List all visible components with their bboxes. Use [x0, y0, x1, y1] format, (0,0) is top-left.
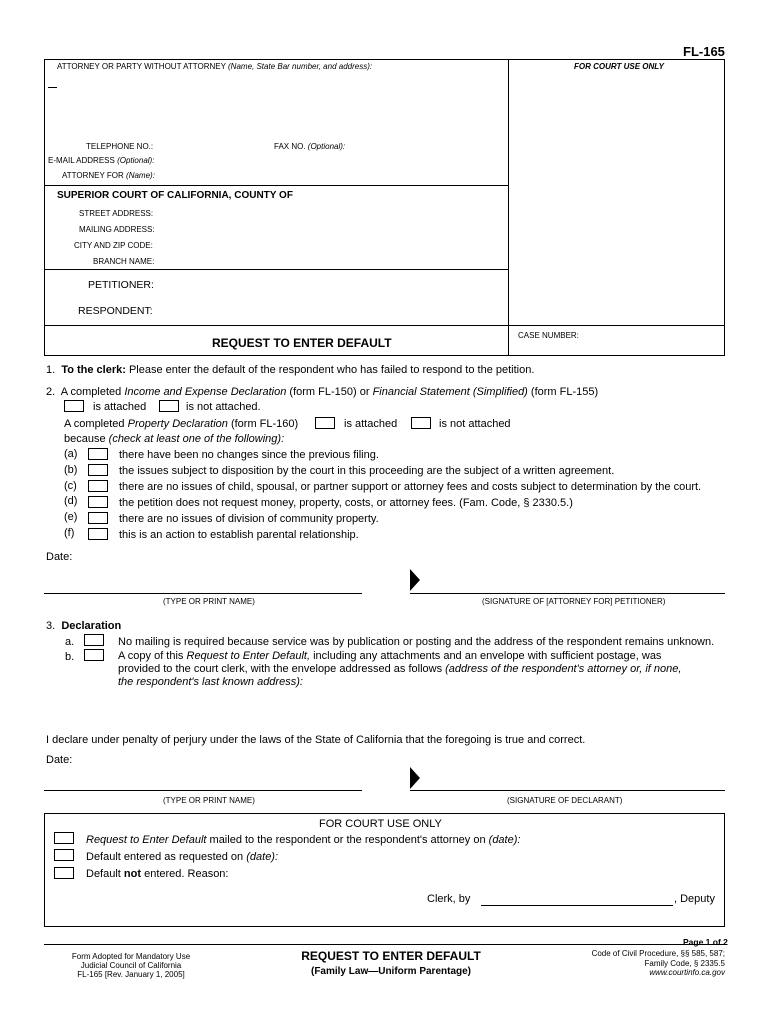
signature-line: [410, 790, 725, 791]
default-not-entered-checkbox[interactable]: [54, 867, 74, 879]
property-attached-label: is attached: [344, 418, 398, 430]
ied-not-attached-label: is not attached.: [186, 401, 261, 413]
footer-left: Form Adopted for Mandatory Use Judicial Council of California FL-165 [Rev. January 1, 2005]: [71, 952, 191, 979]
form-id: FL-165: [683, 44, 725, 59]
email-label: E-MAIL ADDRESS (Optional):: [48, 156, 155, 165]
attorney-for-label: ATTORNEY FOR (Name):: [62, 171, 155, 180]
court-line2: Default entered as requested on (date):: [86, 851, 279, 863]
mailed-checkbox[interactable]: [54, 832, 74, 844]
fax-label: FAX NO. (Optional):: [274, 142, 346, 151]
divider-court-section: [44, 185, 509, 186]
reason-e-checkbox[interactable]: [88, 512, 108, 524]
header-divider-vertical: [508, 59, 509, 356]
type-name-caption: (TYPE OR PRINT NAME): [163, 796, 255, 805]
type-name-caption: (TYPE OR PRINT NAME): [163, 597, 255, 606]
signature-caption: (SIGNATURE OF [ATTORNEY FOR] PETITIONER): [482, 597, 666, 606]
signature-caption: (SIGNATURE OF DECLARANT): [507, 796, 623, 805]
property-not-attached-label: is not attached: [439, 418, 511, 430]
reason-b-checkbox[interactable]: [88, 464, 108, 476]
city-zip-label: CITY AND ZIP CODE:: [74, 241, 153, 250]
name-line: [44, 593, 362, 594]
divider-parties: [44, 269, 509, 270]
property-not-attached-checkbox[interactable]: [411, 417, 431, 429]
mailing-address-label: MAILING ADDRESS:: [79, 225, 155, 234]
item3a-letter: a.: [65, 636, 75, 648]
default-entered-checkbox[interactable]: [54, 849, 74, 861]
date-label: Date:: [46, 754, 73, 766]
property-attached-checkbox[interactable]: [315, 417, 335, 429]
copy-mailed-checkbox[interactable]: [84, 649, 104, 661]
reason-text: this is an action to establish parental relationship.: [119, 529, 359, 541]
no-mailing-checkbox[interactable]: [84, 634, 104, 646]
reason-letter: (d): [64, 495, 78, 507]
item3b-line1: A copy of this Request to Enter Default, including any attachments and an envelope with sufficient postage, was: [118, 650, 662, 662]
date-label: Date:: [46, 551, 73, 563]
petitioner-label: PETITIONER:: [88, 279, 154, 291]
reason-letter: (b): [64, 464, 78, 476]
footer-title: REQUEST TO ENTER DEFAULT (Family Law—Uniform Parentage): [301, 949, 481, 977]
street-address-label: STREET ADDRESS:: [79, 209, 154, 218]
reason-a-checkbox[interactable]: [88, 448, 108, 460]
signature-line: [410, 593, 725, 594]
item3b-letter: b.: [65, 651, 75, 663]
signature-arrow-icon: [410, 767, 420, 789]
reason-text: there are no issues of division of community property.: [119, 513, 379, 525]
deputy-label: , Deputy: [674, 893, 715, 905]
court-line1: Request to Enter Default mailed to the respondent or the respondent's attorney on (date):: [86, 834, 521, 846]
case-number-label: CASE NUMBER:: [518, 331, 579, 340]
divider-title: [44, 325, 725, 326]
item3-heading: 3. Declaration: [46, 620, 122, 632]
telephone-label: TELEPHONE NO.:: [86, 142, 154, 151]
clerk-label: Clerk, by: [427, 893, 471, 905]
reason-letter: (e): [64, 511, 78, 523]
ied-attached-label: is attached: [93, 401, 147, 413]
reason-text: there are no issues of child, spousal, or partner support or attorney fees and costs subject to determination by the court.: [119, 481, 702, 493]
court-line3: Default not entered. Reason:: [86, 868, 229, 880]
clerk-signature-line: [481, 905, 673, 906]
reason-f-checkbox[interactable]: [88, 528, 108, 540]
court-website-link[interactable]: www.courtinfo.ca.gov: [649, 968, 725, 977]
item2-line1: 2. A completed Income and Expense Declaration (form FL-150) or Financial Statement (Simplified) (form FL-155): [46, 386, 599, 398]
item3b-line2: provided to the court clerk, with the envelope addressed as follows (address of the respondent's attorney or, if none,: [118, 663, 682, 675]
attorney-label: ATTORNEY OR PARTY WITHOUT ATTORNEY (Name, State Bar number, and address):: [57, 62, 373, 71]
address-mark: [48, 87, 57, 88]
form-title: REQUEST TO ENTER DEFAULT: [212, 336, 392, 350]
ied-not-attached-checkbox[interactable]: [159, 400, 179, 412]
item3b-line3: the respondent's last known address):: [118, 676, 303, 688]
reason-letter: (a): [64, 448, 78, 460]
reason-c-checkbox[interactable]: [88, 480, 108, 492]
footer-right: Code of Civil Procedure, §§ 585, 587; Family Code, § 2335.5 www.courtinfo.ca.gov: [565, 949, 725, 978]
property-declaration-line: A completed Property Declaration (form FL-160): [64, 418, 299, 430]
ied-attached-checkbox[interactable]: [64, 400, 84, 412]
reason-letter: (f): [64, 527, 75, 539]
page-number: Page 1 of 2: [683, 937, 728, 947]
court-use-title: FOR COURT USE ONLY: [319, 818, 442, 830]
respondent-label: RESPONDENT:: [78, 305, 153, 317]
item3a-text: No mailing is required because service was by publication or posting and the address of the respondent remains unknown.: [118, 636, 715, 648]
reason-letter: (c): [64, 480, 77, 492]
branch-name-label: BRANCH NAME:: [93, 257, 155, 266]
reason-d-checkbox[interactable]: [88, 496, 108, 508]
court-name-label: SUPERIOR COURT OF CALIFORNIA, COUNTY OF: [57, 190, 293, 201]
court-use-only-label: FOR COURT USE ONLY: [574, 62, 664, 71]
signature-arrow-icon: [410, 569, 420, 591]
reason-text: there have been no changes since the previous filing.: [119, 449, 379, 461]
perjury-statement: I declare under penalty of perjury under the laws of the State of California that the foregoing is true and correct.: [46, 734, 586, 746]
footer-rule: [44, 944, 725, 945]
item1: 1. To the clerk: Please enter the default of the respondent who has failed to respond to the petition.: [46, 364, 535, 376]
reason-text: the petition does not request money, property, costs, or attorney fees. (Fam. Code, § 2330.5.): [119, 497, 573, 509]
name-line: [44, 790, 362, 791]
because-line: because (check at least one of the following):: [64, 433, 285, 445]
reason-text: the issues subject to disposition by the court in this proceeding are the subject of a written agreement.: [119, 465, 615, 477]
